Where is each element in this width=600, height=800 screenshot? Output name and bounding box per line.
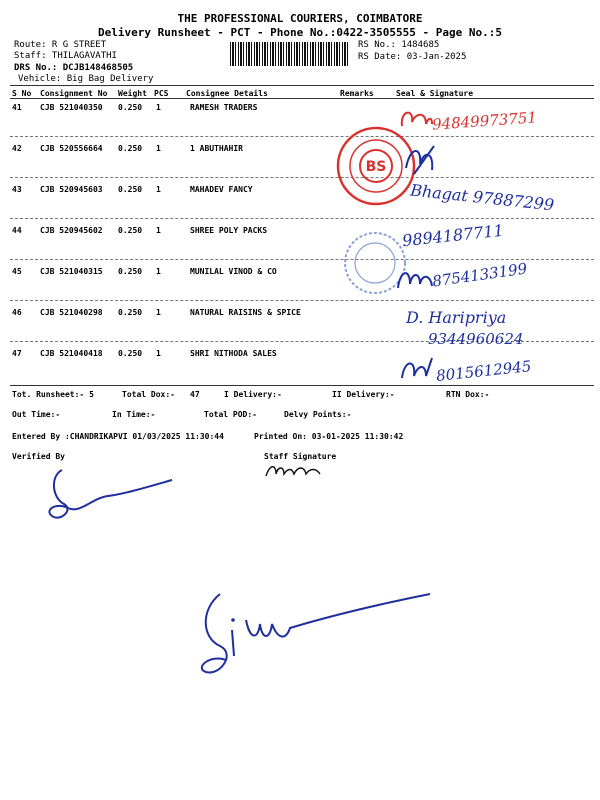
in-time: In Time:- [112, 410, 156, 419]
table-header-rule [10, 98, 594, 99]
row-divider [10, 177, 594, 178]
row44-phone: 9894187711 [401, 220, 505, 251]
rs-number: RS No.: 1484685 [358, 40, 440, 50]
out-time: Out Time:- [12, 410, 61, 419]
row-consignee: SHRI NITHODA SALES [190, 349, 277, 358]
col-remarks: Remarks [340, 89, 374, 98]
row-consignee: SHREE POLY PACKS [190, 226, 268, 235]
row-divider [10, 218, 594, 219]
col-pcs: PCS [154, 89, 169, 98]
row-consignee: NATURAL RAISINS & SPICE [190, 308, 301, 317]
row-consignment: CJB 521040350 [40, 103, 103, 112]
row-sno: 41 [12, 103, 22, 112]
vehicle-label: Vehicle: Big Bag Delivery [18, 74, 154, 84]
col-weight: Weight [118, 89, 147, 98]
col-consignment: Consignment No [40, 89, 108, 98]
staff-label: Staff: THILAGAVATHI [14, 51, 117, 61]
row-weight: 0.250 [118, 226, 143, 235]
i-delivery: I Delivery:- [224, 390, 282, 399]
total-dox-value: 47 [190, 390, 200, 399]
row-weight: 0.250 [118, 185, 143, 194]
row-divider [10, 259, 594, 260]
drs-number: DRS No.: DCJB148468505 [14, 63, 134, 73]
barcode [230, 42, 348, 66]
header-rule [10, 85, 594, 86]
rtn-dox: RTN Dox:- [446, 390, 490, 399]
row-sno: 47 [12, 349, 22, 358]
row-weight: 0.250 [118, 144, 143, 153]
tot-runsheet: Tot. Runsheet:- 5 [12, 390, 94, 399]
row-sno: 42 [12, 144, 22, 153]
total-dox-label: Total Dox:- [122, 390, 175, 399]
row-consignee: MAHADEV FANCY [190, 185, 253, 194]
row-sno: 44 [12, 226, 22, 235]
row-divider [10, 136, 594, 137]
company-name: THE PROFESSIONAL COURIERS, COIMBATORE [177, 12, 423, 25]
row42-signature [400, 140, 440, 180]
row-pcs: 1 [156, 267, 161, 276]
row-pcs: 1 [156, 103, 161, 112]
col-seal-signature: Seal & Signature [396, 89, 474, 98]
row-pcs: 1 [156, 349, 161, 358]
route-label: Route: R G STREET [14, 40, 107, 50]
row-sno: 45 [12, 267, 22, 276]
row-consignment: CJB 521040315 [40, 267, 103, 276]
stamp-center: BS [365, 159, 387, 175]
runsheet-subtitle: Delivery Runsheet - PCT - Phone No.:0422-3505555 - Page No.:5 [98, 26, 502, 39]
verified-by: Verified By [12, 452, 65, 461]
row47-phone: 8015612945 [435, 357, 533, 385]
entered-by: Entered By :CHANDRIKAPVI 01/03/2025 11:30:44 [12, 432, 224, 441]
row-pcs: 1 [156, 185, 161, 194]
row-divider [10, 300, 594, 301]
row-consignment: CJB 520945602 [40, 226, 103, 235]
row-consignment: CJB 521040298 [40, 308, 103, 317]
row-sno: 46 [12, 308, 22, 317]
row-consignment: CJB 520945603 [40, 185, 103, 194]
row41-signature [396, 100, 436, 136]
row-weight: 0.250 [118, 103, 143, 112]
row-consignee: MUNILAL VINOD & CO [190, 267, 277, 276]
bottom-signature [190, 580, 470, 700]
table-bottom-rule [10, 385, 594, 386]
delvy-points: Delvy Points:- [284, 410, 352, 419]
row-weight: 0.250 [118, 349, 143, 358]
rs-date: RS Date: 03-Jan-2025 [358, 52, 467, 62]
row-pcs: 1 [156, 308, 161, 317]
row45-phone: 8754133199 [431, 259, 529, 291]
row43-signature: Bhagat 97887299 [409, 180, 555, 215]
row-consignment: CJB 521040418 [40, 349, 103, 358]
row-sno: 43 [12, 185, 22, 194]
row47-signature [398, 352, 438, 386]
row-weight: 0.250 [118, 308, 143, 317]
row41-phone: 94849973751 [431, 108, 538, 134]
row-consignment: CJB 520556664 [40, 144, 103, 153]
row-pcs: 1 [156, 226, 161, 235]
row-pcs: 1 [156, 144, 161, 153]
total-pod: Total POD:- [204, 410, 257, 419]
printed-on: Printed On: 03-01-2025 11:30:42 [254, 432, 404, 441]
row-weight: 0.250 [118, 267, 143, 276]
row-consignee: 1 ABUTHAHIR [190, 144, 243, 153]
row46-phone: 9344960624 [428, 330, 524, 348]
col-sno: S No [12, 89, 32, 98]
staff-signature-mark [262, 462, 332, 482]
ii-delivery: II Delivery:- [332, 390, 395, 399]
verified-signature [40, 462, 180, 542]
staff-signature-label: Staff Signature [264, 452, 337, 461]
row-consignee: RAMESH TRADERS [190, 103, 258, 112]
col-consignee: Consignee Details [186, 89, 268, 98]
row46-name: D. Haripriya [406, 308, 507, 327]
